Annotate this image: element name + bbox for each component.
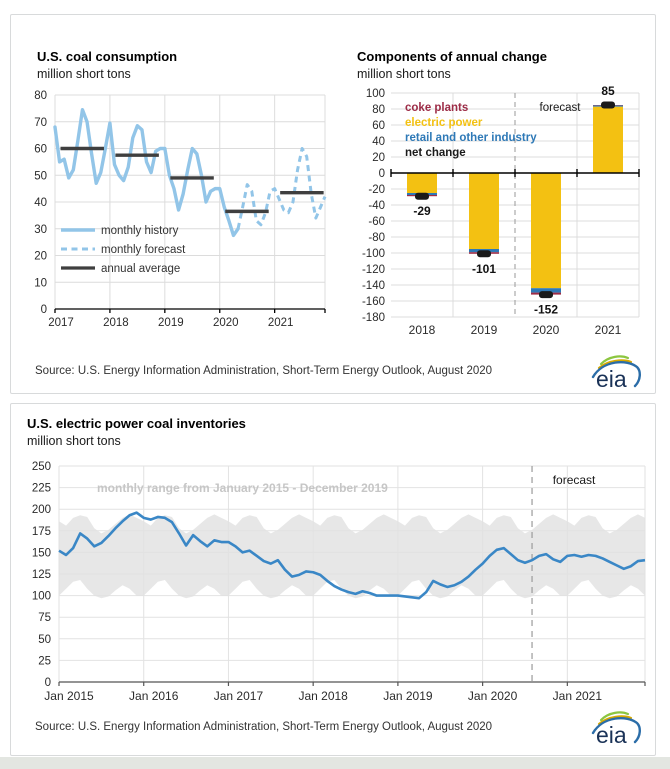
svg-text:-140: -140 (361, 280, 385, 292)
svg-text:-101: -101 (471, 261, 497, 276)
svg-text:Jan 2017: Jan 2017 (213, 689, 264, 703)
footer-strip (0, 757, 670, 769)
components-of-annual-change-chart (347, 85, 649, 341)
svg-text:50: 50 (38, 633, 51, 646)
eia-logo-text: eia (596, 722, 627, 747)
source-note: Source: U.S. Energy Information Administration, Short-Term Energy Outlook, August 2020 (35, 365, 493, 377)
svg-text:Jan 2020: Jan 2020 (467, 689, 518, 703)
svg-text:2019: 2019 (158, 317, 184, 329)
svg-text:Jan 2021: Jan 2021 (552, 689, 603, 703)
svg-text:70: 70 (34, 116, 47, 129)
svg-text:Jan 2016: Jan 2016 (129, 689, 179, 703)
svg-text:125: 125 (31, 569, 51, 581)
svg-text:-120: -120 (361, 264, 385, 276)
svg-text:25: 25 (38, 655, 51, 668)
components-units: million short tons (357, 67, 451, 81)
svg-text:30: 30 (34, 223, 47, 236)
svg-text:100: 100 (365, 88, 385, 100)
svg-text:2021: 2021 (267, 317, 294, 329)
svg-text:2019: 2019 (470, 323, 498, 337)
svg-text:annual average: annual average (101, 263, 181, 275)
svg-text:forecast: forecast (552, 473, 596, 487)
svg-text:monthly range from January 201: monthly range from January 2015 - December 2019 (97, 481, 388, 495)
svg-text:0: 0 (40, 304, 47, 316)
svg-text:electric power: electric power (405, 117, 483, 129)
svg-text:20: 20 (372, 152, 385, 164)
svg-text:2020: 2020 (532, 323, 560, 337)
eia-logo-text: eia (596, 366, 627, 391)
svg-text:10: 10 (34, 277, 47, 290)
svg-text:retail and other industry: retail and other industry (405, 132, 537, 144)
svg-text:175: 175 (31, 525, 51, 538)
svg-text:-20: -20 (368, 184, 385, 196)
svg-text:forecast: forecast (539, 102, 581, 114)
coal-consumption-chart (21, 85, 333, 341)
svg-text:Jan 2015: Jan 2015 (44, 689, 94, 703)
top-panel (10, 14, 656, 394)
svg-text:100: 100 (31, 590, 51, 603)
svg-text:monthly history: monthly history (101, 225, 179, 237)
svg-text:-60: -60 (368, 216, 385, 228)
coal-consumption-units: million short tons (37, 67, 131, 81)
components-title: Components of annual change (357, 49, 547, 64)
svg-text:40: 40 (34, 197, 47, 209)
source-note: Source: U.S. Energy Information Administration, Short-Term Energy Outlook, August 2020 (35, 721, 493, 733)
svg-text:0: 0 (44, 677, 51, 689)
source-row (35, 704, 641, 750)
svg-text:2017: 2017 (48, 317, 74, 329)
svg-text:monthly forecast: monthly forecast (101, 244, 186, 256)
svg-text:225: 225 (31, 482, 51, 495)
bottom-panel (10, 403, 656, 756)
svg-text:250: 250 (31, 461, 51, 473)
svg-text:80: 80 (34, 90, 47, 102)
inventories-units: million short tons (27, 434, 121, 448)
svg-text:2018: 2018 (408, 323, 436, 337)
source-row (35, 349, 641, 393)
svg-text:150: 150 (31, 547, 51, 560)
svg-text:80: 80 (372, 104, 385, 116)
svg-text:60: 60 (372, 120, 385, 132)
svg-text:coke plants: coke plants (405, 102, 469, 114)
svg-text:50: 50 (34, 170, 47, 183)
inventories-title: U.S. electric power coal inventories (27, 416, 246, 431)
svg-text:60: 60 (34, 143, 47, 156)
svg-text:-160: -160 (361, 296, 385, 308)
svg-text:-100: -100 (361, 248, 385, 260)
eia-logo (587, 707, 641, 747)
svg-text:Jan 2018: Jan 2018 (298, 689, 348, 703)
svg-text:-180: -180 (361, 312, 385, 324)
svg-text:Jan 2019: Jan 2019 (383, 689, 433, 703)
svg-text:0: 0 (378, 168, 385, 180)
svg-text:2020: 2020 (212, 317, 239, 329)
svg-text:75: 75 (38, 612, 51, 625)
svg-text:-29: -29 (413, 204, 431, 219)
coal-consumption-title: U.S. coal consumption (37, 49, 178, 64)
svg-text:net change: net change (405, 147, 466, 159)
eia-logo (587, 351, 641, 391)
svg-text:-80: -80 (368, 232, 385, 244)
svg-text:2018: 2018 (103, 317, 129, 329)
svg-text:85: 85 (601, 85, 615, 98)
svg-text:200: 200 (31, 504, 51, 517)
svg-text:20: 20 (34, 250, 47, 263)
svg-text:-40: -40 (368, 200, 385, 212)
svg-text:-152: -152 (533, 302, 559, 317)
svg-text:2021: 2021 (594, 323, 622, 337)
inventories-chart (19, 454, 653, 716)
svg-text:40: 40 (372, 136, 385, 148)
